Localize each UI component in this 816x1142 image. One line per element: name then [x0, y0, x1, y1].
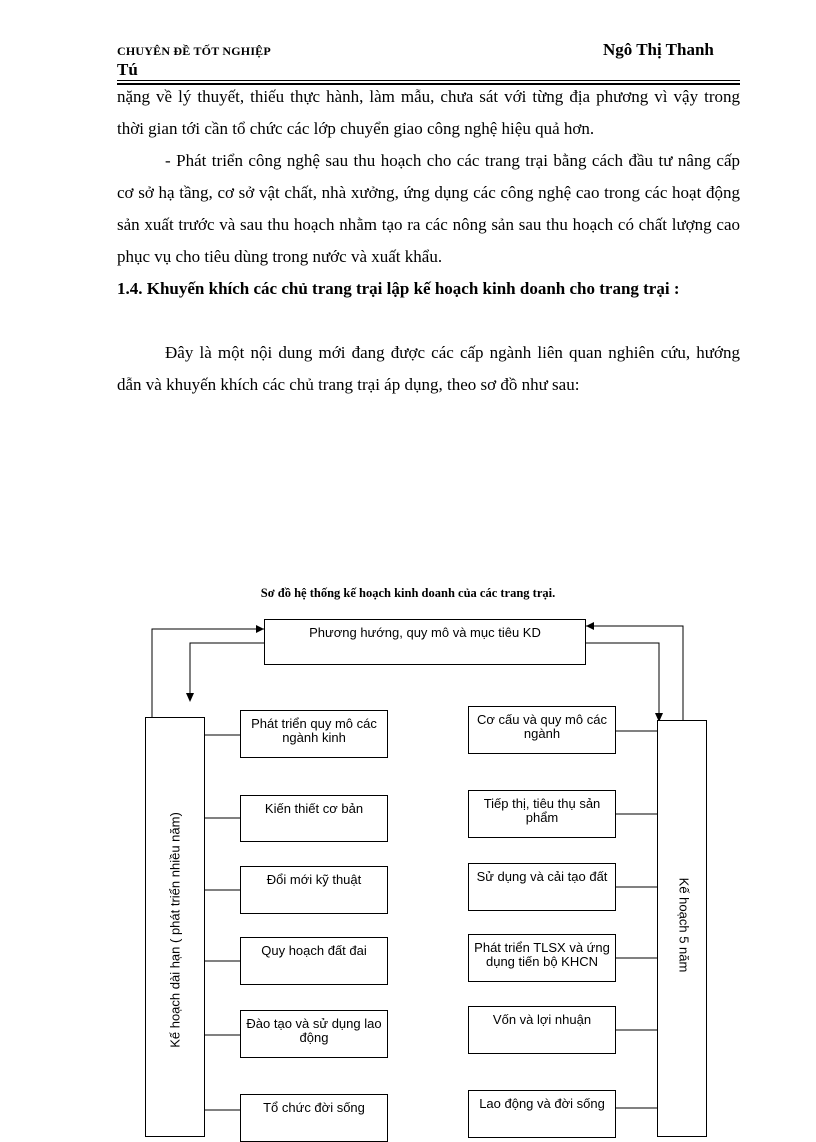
paragraph-1: nặng về lý thuyết, thiếu thực hành, làm mẫu, chưa sát với từng địa phương vì vậy trong thời gian tới cần tổ chức các lớp chuyển giao công nghệ hiệu quả hơn.: [117, 87, 740, 138]
paragraph-2: - Phát triển công nghệ sau thu hoạch cho các trang trại bằng cách đầu tư nâng cấp cơ sở hạ tầng, cơ sở vật chất, nhà xưởng, ứng dụng các công nghệ cao trong các hoạt động sản xuất trước và sau thu hoạch nhằm tạo ra các nông sản sau thu hoạch có chất lượng cao phục vụ cho tiêu dùng trong nước và xuất khẩu.: [117, 151, 740, 266]
paragraph-3: Đây là một nội dung mới đang được các cấp ngành liên quan nghiên cứu, hướng dẫn và khuyến khích các chủ trang trại áp dụng, theo sơ đồ như sau:: [117, 343, 740, 394]
right-box-5: Vốn và lợi nhuận: [468, 1006, 616, 1054]
left-box-6: Tổ chức đời sống: [240, 1094, 388, 1142]
left-box-4: Quy hoạch đất đai: [240, 937, 388, 985]
top-box-direction: Phương hướng, quy mô và mục tiêu KD: [264, 619, 586, 665]
left-box-5: Đào tạo và sử dụng lao động: [240, 1010, 388, 1058]
left-box-2: Kiến thiết cơ bản: [240, 795, 388, 842]
right-box-1: Cơ cấu và quy mô các ngành: [468, 706, 616, 754]
left-box-3: Đổi mới kỹ thuật: [240, 866, 388, 914]
diagram-title: Sơ đồ hệ thống kế hoạch kinh doanh của các trang trại.: [260, 586, 556, 600]
header-title-continued: Tú: [117, 60, 138, 79]
right-box-4: Phát triển TLSX và ứng dụng tiến bộ KHCN: [468, 934, 616, 982]
section-heading: 1.4. Khuyến khích các chủ trang trại lập kế hoạch kinh doanh cho trang trại :: [117, 279, 680, 298]
right-box-6: Lao động và đời sống: [468, 1090, 616, 1138]
left-box-1: Phát triển quy mô các ngành kinh: [240, 710, 388, 758]
long-term-plan-label: Kế hoạch dài hạn ( phát triển nhiều năm): [167, 812, 183, 1048]
header-title: CHUYÊN ĐỀ TỐT NGHIỆP: [117, 44, 271, 58]
five-year-plan-label: Kế hoạch 5 năm: [676, 877, 692, 973]
header-author: Ngô Thị Thanh: [603, 40, 714, 59]
right-box-3: Sử dụng và cải tạo đất: [468, 863, 616, 911]
right-box-2: Tiếp thị, tiêu thụ sản phẩm: [468, 790, 616, 838]
